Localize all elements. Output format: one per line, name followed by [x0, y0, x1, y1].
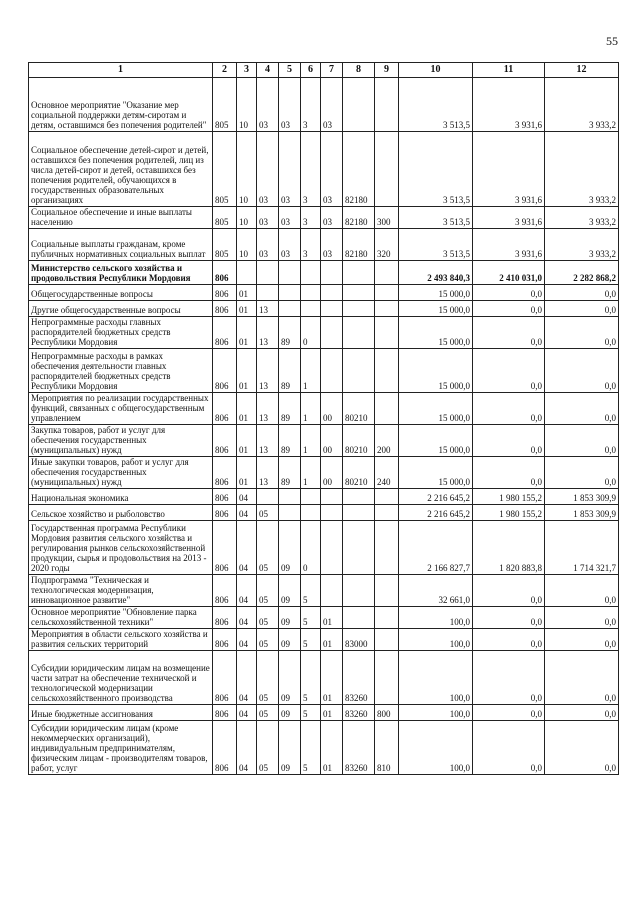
cell-measure: 03 [321, 132, 343, 207]
amount-col-12: 3 933,2 [545, 207, 619, 229]
cell-measure: 03 [321, 229, 343, 261]
table-row [29, 301, 619, 317]
amount-col-11: 1 820 883,8 [473, 521, 545, 575]
cell-section: 04 [237, 721, 257, 775]
cell-subsection: 13 [257, 457, 279, 489]
amount-col-10: 3 513,5 [399, 132, 473, 207]
cell-section: 04 [237, 607, 257, 629]
cell-subsection: 03 [257, 132, 279, 207]
cell-section: 01 [237, 349, 257, 393]
cell-subprogram: 1 [301, 457, 321, 489]
amount-col-10: 2 166 827,7 [399, 521, 473, 575]
cell-target [343, 317, 375, 349]
amount-col-11: 1 980 155,2 [473, 505, 545, 521]
row-name: Национальная экономика [29, 489, 213, 505]
cell-measure: 00 [321, 425, 343, 457]
cell-gov: 806 [213, 651, 237, 705]
cell-expense-type [375, 521, 399, 575]
cell-expense-type [375, 285, 399, 301]
cell-target: 83260 [343, 721, 375, 775]
amount-col-12: 3 933,2 [545, 132, 619, 207]
row-name: Мероприятия в области сельского хозяйства и развития сельских территорий [29, 629, 213, 651]
cell-section: 01 [237, 425, 257, 457]
cell-measure [321, 317, 343, 349]
cell-target [343, 607, 375, 629]
cell-gov: 806 [213, 521, 237, 575]
table-row [29, 489, 619, 505]
row-name: Сельское хозяйство и рыболовство [29, 505, 213, 521]
table-row [29, 261, 619, 285]
cell-subprogram: 1 [301, 425, 321, 457]
cell-section: 01 [237, 393, 257, 425]
amount-col-10: 100,0 [399, 629, 473, 651]
table-row [29, 207, 619, 229]
cell-target: 80210 [343, 393, 375, 425]
cell-target: 82180 [343, 132, 375, 207]
cell-subprogram: 3 [301, 132, 321, 207]
table-row [29, 651, 619, 705]
cell-subprogram: 5 [301, 705, 321, 721]
cell-program: 09 [279, 575, 301, 607]
amount-col-10: 3 513,5 [399, 78, 473, 132]
cell-subprogram: 5 [301, 629, 321, 651]
cell-subsection: 05 [257, 705, 279, 721]
cell-expense-type: 810 [375, 721, 399, 775]
cell-expense-type: 800 [375, 705, 399, 721]
column-header: 1 [29, 63, 213, 78]
cell-measure: 01 [321, 607, 343, 629]
row-name: Социальные выплаты гражданам, кроме публичных нормативных социальных выплат [29, 229, 213, 261]
cell-subprogram: 0 [301, 521, 321, 575]
amount-col-11: 0,0 [473, 575, 545, 607]
cell-section: 04 [237, 489, 257, 505]
cell-subprogram [301, 261, 321, 285]
cell-subprogram: 5 [301, 721, 321, 775]
cell-expense-type [375, 651, 399, 705]
cell-expense-type [375, 132, 399, 207]
amount-col-12: 0,0 [545, 317, 619, 349]
amount-col-12: 0,0 [545, 349, 619, 393]
cell-target: 83000 [343, 629, 375, 651]
cell-target: 80210 [343, 457, 375, 489]
cell-section: 10 [237, 207, 257, 229]
cell-gov: 805 [213, 229, 237, 261]
cell-subprogram: 5 [301, 575, 321, 607]
cell-section: 04 [237, 705, 257, 721]
amount-col-10: 3 513,5 [399, 207, 473, 229]
cell-gov: 806 [213, 721, 237, 775]
cell-target: 83260 [343, 651, 375, 705]
cell-program: 03 [279, 78, 301, 132]
row-name: Министерство сельского хозяйства и продовольствия Республики Мордовия [29, 261, 213, 285]
cell-target [343, 301, 375, 317]
cell-measure [321, 505, 343, 521]
cell-gov: 805 [213, 207, 237, 229]
amount-col-12: 2 282 868,2 [545, 261, 619, 285]
cell-subsection: 05 [257, 505, 279, 521]
row-name: Подпрограмма "Техническая и технологическая модернизация, инновационное развитие" [29, 575, 213, 607]
cell-subprogram: 3 [301, 78, 321, 132]
amount-col-10: 100,0 [399, 607, 473, 629]
cell-program [279, 285, 301, 301]
amount-col-10: 15 000,0 [399, 285, 473, 301]
table-row [29, 393, 619, 425]
cell-gov: 806 [213, 607, 237, 629]
cell-expense-type [375, 261, 399, 285]
cell-expense-type [375, 78, 399, 132]
cell-gov: 806 [213, 505, 237, 521]
amount-col-11: 0,0 [473, 285, 545, 301]
cell-target [343, 78, 375, 132]
cell-expense-type: 200 [375, 425, 399, 457]
cell-program: 89 [279, 317, 301, 349]
cell-expense-type [375, 607, 399, 629]
cell-gov: 806 [213, 317, 237, 349]
table-row [29, 721, 619, 775]
cell-subsection: 13 [257, 349, 279, 393]
cell-target [343, 505, 375, 521]
cell-subprogram: 3 [301, 207, 321, 229]
row-name: Непрограммные расходы в рамках обеспечения деятельности главных распорядителей бюджетных средств Республики Мордовия [29, 349, 213, 393]
cell-section: 10 [237, 229, 257, 261]
cell-section: 04 [237, 521, 257, 575]
amount-col-11: 0,0 [473, 317, 545, 349]
cell-program: 03 [279, 207, 301, 229]
cell-expense-type [375, 629, 399, 651]
amount-col-12: 1 714 321,7 [545, 521, 619, 575]
cell-expense-type [375, 393, 399, 425]
column-header: 12 [545, 63, 619, 78]
cell-subprogram: 0 [301, 317, 321, 349]
cell-target [343, 349, 375, 393]
column-header: 7 [321, 63, 343, 78]
cell-gov: 806 [213, 705, 237, 721]
cell-expense-type: 320 [375, 229, 399, 261]
cell-subprogram [301, 505, 321, 521]
cell-section: 04 [237, 629, 257, 651]
cell-program [279, 301, 301, 317]
amount-col-10: 15 000,0 [399, 425, 473, 457]
table-row [29, 229, 619, 261]
column-header: 9 [375, 63, 399, 78]
amount-col-11: 0,0 [473, 301, 545, 317]
amount-col-11: 0,0 [473, 607, 545, 629]
amount-col-11: 0,0 [473, 651, 545, 705]
amount-col-11: 0,0 [473, 457, 545, 489]
row-name: Социальное обеспечение и иные выплаты населению [29, 207, 213, 229]
amount-col-12: 0,0 [545, 607, 619, 629]
table-row [29, 607, 619, 629]
row-name: Основное мероприятие "Обновление парка сельскохозяйственной техники" [29, 607, 213, 629]
cell-subprogram: 3 [301, 229, 321, 261]
cell-measure [321, 575, 343, 607]
cell-gov: 806 [213, 301, 237, 317]
cell-target: 82180 [343, 229, 375, 261]
row-name: Субсидии юридическим лицам на возмещение части затрат на обеспечение технической и технологической модернизации сельскохозяйственного производства [29, 651, 213, 705]
amount-col-10: 15 000,0 [399, 301, 473, 317]
cell-gov: 806 [213, 349, 237, 393]
cell-subsection: 05 [257, 521, 279, 575]
cell-gov: 806 [213, 489, 237, 505]
cell-program: 89 [279, 457, 301, 489]
row-name: Субсидии юридическим лицам (кроме некоммерческих организаций), индивидуальным предпринимателям, физическим лицам - производителям товаров, работ, услуг [29, 721, 213, 775]
cell-expense-type: 300 [375, 207, 399, 229]
amount-col-10: 100,0 [399, 705, 473, 721]
cell-subprogram: 5 [301, 651, 321, 705]
cell-gov: 806 [213, 457, 237, 489]
cell-program: 09 [279, 607, 301, 629]
cell-program: 09 [279, 629, 301, 651]
amount-col-11: 0,0 [473, 629, 545, 651]
amount-col-12: 3 933,2 [545, 78, 619, 132]
cell-expense-type [375, 575, 399, 607]
cell-subsection [257, 489, 279, 505]
amount-col-12: 3 933,2 [545, 229, 619, 261]
table-row [29, 575, 619, 607]
amount-col-12: 0,0 [545, 301, 619, 317]
row-name: Общегосударственные вопросы [29, 285, 213, 301]
cell-section: 04 [237, 575, 257, 607]
cell-subprogram: 1 [301, 393, 321, 425]
amount-col-12: 1 853 309,9 [545, 505, 619, 521]
row-name: Иные закупки товаров, работ и услуг для обеспечения государственных (муниципальных) нужд [29, 457, 213, 489]
amount-col-11: 0,0 [473, 705, 545, 721]
cell-subsection: 05 [257, 607, 279, 629]
cell-target [343, 261, 375, 285]
amount-col-12: 0,0 [545, 393, 619, 425]
column-header: 4 [257, 63, 279, 78]
cell-target [343, 521, 375, 575]
cell-subsection: 13 [257, 317, 279, 349]
cell-program: 09 [279, 521, 301, 575]
cell-target [343, 285, 375, 301]
cell-expense-type [375, 301, 399, 317]
cell-section: 01 [237, 285, 257, 301]
cell-program: 09 [279, 721, 301, 775]
amount-col-12: 0,0 [545, 575, 619, 607]
cell-subsection: 05 [257, 575, 279, 607]
cell-measure: 00 [321, 393, 343, 425]
row-name: Основное мероприятие "Оказание мер социальной поддержки детям-сиротам и детям, оставшимся без попечения родителей" [29, 78, 213, 132]
amount-col-12: 0,0 [545, 651, 619, 705]
row-name: Непрограммные расходы главных распорядителей бюджетных средств Республики Мордовия [29, 317, 213, 349]
amount-col-10: 15 000,0 [399, 349, 473, 393]
cell-measure: 03 [321, 78, 343, 132]
column-header: 6 [301, 63, 321, 78]
column-header: 8 [343, 63, 375, 78]
cell-measure: 01 [321, 721, 343, 775]
amount-col-11: 3 931,6 [473, 78, 545, 132]
cell-subprogram: 1 [301, 349, 321, 393]
amount-col-10: 2 216 645,2 [399, 489, 473, 505]
page-number: 55 [606, 34, 618, 48]
cell-expense-type [375, 317, 399, 349]
row-name: Иные бюджетные ассигнования [29, 705, 213, 721]
cell-subsection: 03 [257, 78, 279, 132]
cell-subsection: 13 [257, 425, 279, 457]
amount-col-11: 1 980 155,2 [473, 489, 545, 505]
cell-expense-type [375, 505, 399, 521]
cell-measure [321, 261, 343, 285]
amount-col-12: 0,0 [545, 425, 619, 457]
amount-col-11: 0,0 [473, 393, 545, 425]
row-name: Государственная программа Республики Мордовия развития сельского хозяйства и регулирования рынков сельскохозяйственной продукции, сырья и продовольствия на 2013 - 2020 годы [29, 521, 213, 575]
cell-target: 80210 [343, 425, 375, 457]
amount-col-12: 0,0 [545, 705, 619, 721]
cell-subsection [257, 285, 279, 301]
cell-gov: 806 [213, 285, 237, 301]
table-row [29, 78, 619, 132]
row-name: Закупка товаров, работ и услуг для обеспечения государственных (муниципальных) нужд [29, 425, 213, 457]
amount-col-12: 0,0 [545, 285, 619, 301]
cell-gov: 806 [213, 393, 237, 425]
cell-subprogram: 5 [301, 607, 321, 629]
cell-program: 89 [279, 349, 301, 393]
cell-subsection: 05 [257, 721, 279, 775]
cell-measure: 03 [321, 207, 343, 229]
cell-gov: 805 [213, 78, 237, 132]
cell-target [343, 575, 375, 607]
cell-section: 04 [237, 505, 257, 521]
budget-table [28, 62, 619, 775]
row-name: Другие общегосударственные вопросы [29, 301, 213, 317]
cell-subprogram [301, 301, 321, 317]
cell-measure: 00 [321, 457, 343, 489]
cell-measure [321, 521, 343, 575]
table-row [29, 285, 619, 301]
table-row [29, 425, 619, 457]
amount-col-10: 100,0 [399, 721, 473, 775]
cell-subsection: 13 [257, 393, 279, 425]
cell-target: 82180 [343, 207, 375, 229]
cell-subprogram [301, 489, 321, 505]
cell-measure: 01 [321, 629, 343, 651]
cell-subsection: 03 [257, 229, 279, 261]
amount-col-12: 0,0 [545, 721, 619, 775]
row-name: Мероприятия по реализации государственных функций, связанных с общегосударственным управлением [29, 393, 213, 425]
cell-section: 01 [237, 317, 257, 349]
table-row [29, 705, 619, 721]
cell-section: 10 [237, 78, 257, 132]
amount-col-10: 15 000,0 [399, 317, 473, 349]
table-row [29, 629, 619, 651]
cell-gov: 806 [213, 575, 237, 607]
cell-subsection [257, 261, 279, 285]
cell-measure [321, 285, 343, 301]
cell-section: 01 [237, 457, 257, 489]
table-row [29, 505, 619, 521]
cell-program [279, 261, 301, 285]
column-header: 11 [473, 63, 545, 78]
amount-col-11: 0,0 [473, 349, 545, 393]
amount-col-11: 0,0 [473, 721, 545, 775]
column-header: 3 [237, 63, 257, 78]
amount-col-11: 3 931,6 [473, 207, 545, 229]
amount-col-10: 100,0 [399, 651, 473, 705]
cell-gov: 805 [213, 132, 237, 207]
cell-measure [321, 301, 343, 317]
amount-col-10: 32 661,0 [399, 575, 473, 607]
cell-subsection: 05 [257, 651, 279, 705]
amount-col-10: 3 513,5 [399, 229, 473, 261]
cell-program [279, 489, 301, 505]
cell-program: 03 [279, 132, 301, 207]
header-row [29, 63, 619, 78]
cell-gov: 806 [213, 261, 237, 285]
cell-subsection: 13 [257, 301, 279, 317]
cell-program: 09 [279, 651, 301, 705]
cell-measure [321, 349, 343, 393]
cell-section: 04 [237, 651, 257, 705]
table-row [29, 349, 619, 393]
table-row [29, 132, 619, 207]
row-name: Социальное обеспечение детей-сирот и детей, оставшихся без попечения родителей, лиц из числа детей-сирот и детей, оставшихся без попечения родителей, обучающихся в государственных образовательных организациях [29, 132, 213, 207]
cell-expense-type [375, 349, 399, 393]
table-row [29, 457, 619, 489]
cell-program: 09 [279, 705, 301, 721]
cell-measure: 01 [321, 651, 343, 705]
cell-target: 83260 [343, 705, 375, 721]
cell-section: 10 [237, 132, 257, 207]
amount-col-10: 15 000,0 [399, 457, 473, 489]
cell-expense-type: 240 [375, 457, 399, 489]
cell-program: 03 [279, 229, 301, 261]
cell-measure [321, 489, 343, 505]
amount-col-11: 3 931,6 [473, 132, 545, 207]
amount-col-12: 0,0 [545, 629, 619, 651]
amount-col-12: 1 853 309,9 [545, 489, 619, 505]
cell-measure: 01 [321, 705, 343, 721]
cell-program: 89 [279, 393, 301, 425]
amount-col-11: 0,0 [473, 425, 545, 457]
amount-col-11: 3 931,6 [473, 229, 545, 261]
cell-subsection: 05 [257, 629, 279, 651]
column-header: 5 [279, 63, 301, 78]
amount-col-12: 0,0 [545, 457, 619, 489]
cell-gov: 806 [213, 629, 237, 651]
cell-target [343, 489, 375, 505]
amount-col-10: 2 216 645,2 [399, 505, 473, 521]
cell-expense-type [375, 489, 399, 505]
amount-col-10: 15 000,0 [399, 393, 473, 425]
cell-subprogram [301, 285, 321, 301]
amount-col-11: 2 410 031,0 [473, 261, 545, 285]
cell-subsection: 03 [257, 207, 279, 229]
column-header: 2 [213, 63, 237, 78]
cell-program: 89 [279, 425, 301, 457]
cell-program [279, 505, 301, 521]
cell-gov: 806 [213, 425, 237, 457]
cell-section: 01 [237, 301, 257, 317]
amount-col-10: 2 493 840,3 [399, 261, 473, 285]
table-row [29, 317, 619, 349]
column-header: 10 [399, 63, 473, 78]
cell-section [237, 261, 257, 285]
table-row [29, 521, 619, 575]
